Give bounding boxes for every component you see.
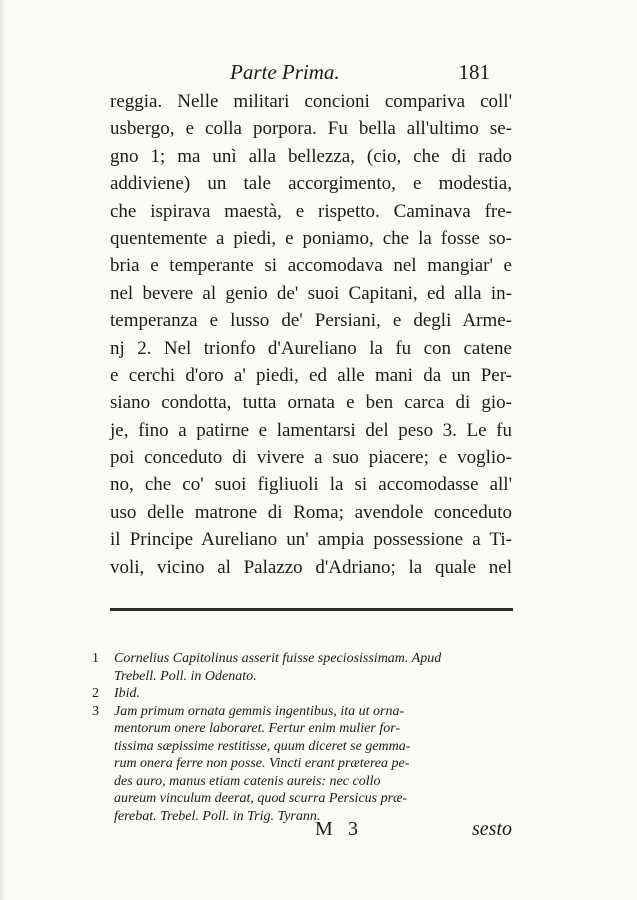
page-footer <box>300 818 512 848</box>
text-line: uso delle matrone di Roma; avendole conceduto <box>110 501 512 523</box>
text-line: no, che co' suoi figliuoli la si accomodasse all' <box>110 474 512 496</box>
signature-mark: M <box>315 818 333 840</box>
footnote-line: ferebat. Trebel. Poll. in Trig. Tyrann. <box>114 808 321 824</box>
footnote-line: Trebell. Poll. in Odenato. <box>114 668 257 684</box>
text-line: nel bevere al genio de' suoi Capitani, ed alla in- <box>110 282 512 304</box>
text-line: poi conceduto di vivere a suo piacere; e voglio- <box>110 447 512 469</box>
text-line: che ispirava maestà, e rispetto. Caminava fre- <box>110 200 512 222</box>
footnote-line: aureum vinculum deerat, quod scurra Persicus præ- <box>114 791 408 806</box>
footnote-line: tissima sæpissime restitisse, quum diceret se gemma- <box>114 738 411 754</box>
footnote-line: des auro, manus etiam catenis aureis: nec collo <box>114 773 381 789</box>
footnote-line: Cornelius Capitolinus asserit fuisse speciosissimam. Apud <box>114 651 442 666</box>
running-title: Parte Prima. <box>230 60 340 84</box>
text-line: reggia. Nelle militari concioni compariva coll' <box>110 91 512 112</box>
text-line: siano condotta, tutta ornata e ben carca di gio- <box>110 392 512 414</box>
catchword: sesto <box>472 818 512 840</box>
footnote-line: Jam primum ornata gemmis ingentibus, ita ut orna- <box>114 703 405 719</box>
text-line: voli, vicino al Palazzo d'Adriano; la quale nel <box>110 556 512 578</box>
footnote <box>92 685 512 703</box>
footnotes <box>92 650 512 825</box>
text-line: addiviene) un tale accorgimento, e modestia, <box>110 173 512 195</box>
text-line: gno 1; ma unì alla bellezza, (cio, che di rado <box>110 145 512 167</box>
page-edge <box>0 0 6 900</box>
footnote-number: 3 <box>92 703 99 719</box>
text-line: je, fino a patirne e lamentarsi del peso 3. Le fu <box>110 419 512 441</box>
text-line: e cerchi d'oro a' piedi, ed alle mani da un Per- <box>110 364 512 386</box>
footnote-rule <box>110 608 513 611</box>
main-text <box>110 88 512 581</box>
footnote-line: mentorum onere laboraret. Fertur enim mulier for- <box>114 721 401 736</box>
text-line: temperanza e lusso de' Persiani, e degli Arme- <box>110 310 512 332</box>
text-line: usbergo, e colla porpora. Fu bella all'ultimo se- <box>110 118 512 140</box>
footnote-number: 1 <box>92 651 99 666</box>
text-line: quentemente a piedi, e poniamo, che la fosse so- <box>110 227 512 249</box>
footnote-line: Ibid. <box>114 686 141 701</box>
page-number: 181 <box>458 60 490 84</box>
footnote-line: rum onera ferre non posse. Vincti erant præterea pe- <box>114 756 410 771</box>
footnote <box>92 703 512 826</box>
footnote <box>92 650 512 685</box>
footnote-number: 2 <box>92 686 99 701</box>
text-line: bria e temperante si accomodava nel mangiar' e <box>110 255 512 277</box>
text-line: nj 2. Nel trionfo d'Aureliano la fu con catene <box>110 337 512 359</box>
running-head <box>110 60 490 90</box>
signature-number: 3 <box>348 818 358 840</box>
text-line: il Principe Aureliano un' ampia possessione a Ti- <box>110 529 512 551</box>
